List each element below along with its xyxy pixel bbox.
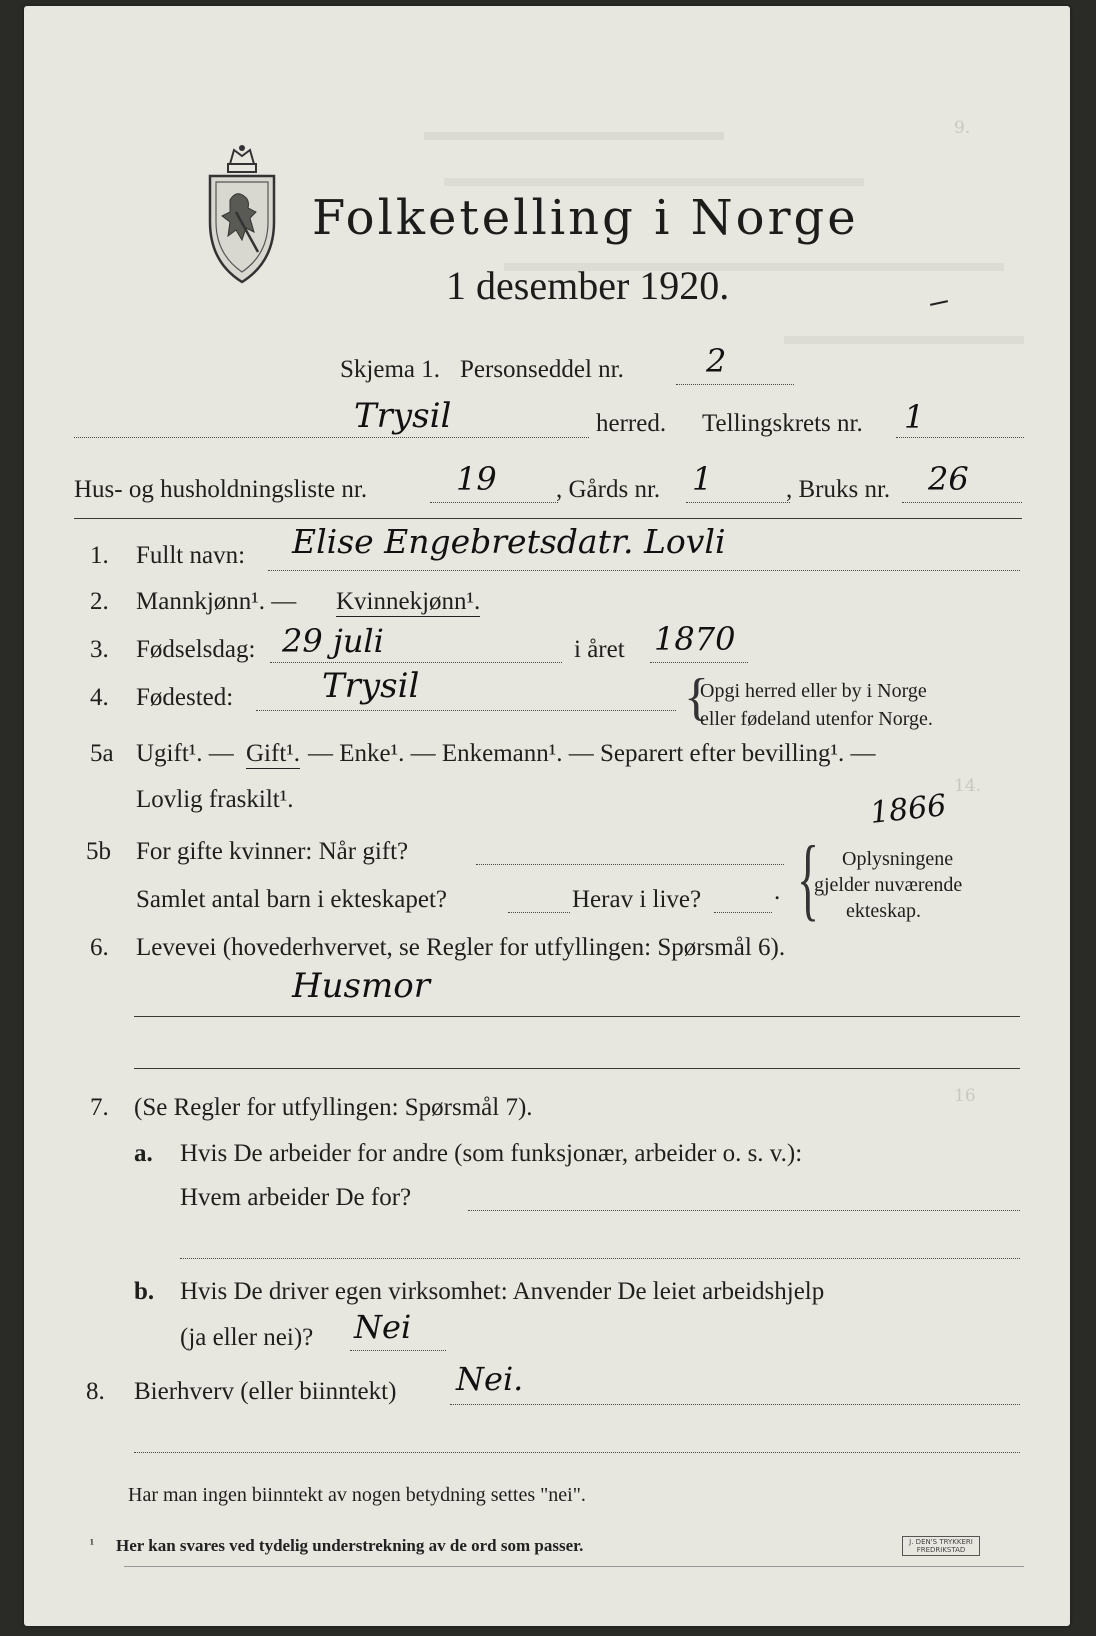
side-income-field-line-2	[134, 1452, 1020, 1453]
pen-mark	[930, 300, 948, 306]
q4-label: Fødested:	[136, 684, 234, 711]
footnote-text: Her kan svares ved tydelig understrekning av de ord som passer.	[116, 1536, 584, 1555]
birthyear-field-line	[650, 662, 748, 663]
status-other-options[interactable]: — Enke¹. — Enkemann¹. — Separert efter bevilling¹. —	[308, 740, 876, 767]
side-income-field-line	[450, 1404, 1020, 1405]
brace-left: {	[797, 827, 820, 929]
side-income-value[interactable]: Nei.	[456, 1360, 524, 1398]
status-divorced-option[interactable]: Lovlig fraskilt¹.	[136, 786, 294, 813]
printer-stamp	[902, 1536, 980, 1556]
marriage-note-2: gjelder nuværende	[814, 874, 963, 896]
husliste-value[interactable]: 19	[456, 460, 497, 498]
q2-number: 2.	[90, 588, 109, 615]
header-divider	[74, 518, 1022, 519]
stamp-line-2: FREDRIKSTAD	[916, 1546, 966, 1554]
ghost-text	[784, 324, 1024, 344]
birthplace-note-1: Opgi herred eller by i Norge	[700, 680, 927, 702]
married-when-field-line	[476, 864, 784, 865]
gender-male-option[interactable]: Mannkjønn¹. —	[136, 588, 297, 615]
children-alive-label: Herav i live?	[572, 886, 702, 913]
birthyear-label: i året	[574, 636, 625, 663]
personseddel-field-line	[676, 384, 794, 385]
q5a-number: 5a	[90, 740, 114, 767]
bruks-label: , Bruks nr.	[786, 476, 891, 503]
ghost-text: 9.	[954, 118, 971, 138]
status-unmarried-option[interactable]: Ugift¹. —	[136, 740, 234, 767]
herred-label: herred.	[596, 410, 667, 437]
bruks-value[interactable]: 26	[928, 460, 969, 498]
stamp-line-1: J. DEN'S TRYKKERI	[909, 1538, 973, 1546]
gards-label: , Gårds nr.	[556, 476, 661, 503]
occupation-value[interactable]: Husmor	[292, 966, 430, 1006]
birthplace-note-2: eller fødeland utenfor Norge.	[700, 708, 933, 730]
q6-label: Levevei (hovederhvervet, se Regler for utfyllingen: Spørsmål 6).	[136, 934, 786, 961]
bruks-field-line	[902, 502, 1022, 503]
married-year-value[interactable]: 1866	[868, 788, 948, 831]
footnote-mark: ¹	[90, 1536, 94, 1551]
coat-of-arms-icon	[202, 142, 282, 292]
q5b-number: 5b	[86, 838, 111, 865]
herred-value[interactable]: Trysil	[354, 396, 452, 436]
personseddel-label: Personseddel nr.	[460, 356, 624, 383]
children-alive-field-line	[714, 912, 772, 913]
schema-label: Skjema 1.	[340, 356, 440, 383]
husliste-label: Hus- og husholdningsliste nr.	[74, 476, 368, 503]
gards-field-line	[686, 502, 790, 503]
q7b-letter: b.	[134, 1278, 155, 1305]
brace-left: {	[684, 669, 709, 726]
gards-value[interactable]: 1	[692, 460, 713, 498]
marriage-note-1: Oplysningene	[842, 848, 954, 870]
occupation-line-2	[134, 1068, 1020, 1069]
q3-label: Fødselsdag:	[136, 636, 256, 663]
husliste-field-line	[430, 502, 558, 503]
gender-female-option[interactable]: Kvinnekjønn¹.	[336, 588, 481, 615]
q3-number: 3.	[90, 636, 109, 663]
hired-help-field-line	[350, 1350, 446, 1351]
tellingskrets-label: Tellingskrets nr.	[702, 410, 863, 437]
children-total-field-line	[508, 912, 570, 913]
q8-number: 8.	[86, 1378, 105, 1405]
hired-help-value[interactable]: Nei	[354, 1308, 412, 1346]
employer-field-line	[468, 1210, 1020, 1211]
married-when-label: For gifte kvinner: Når gift?	[136, 838, 409, 865]
full-name-value[interactable]: Elise Engebretsdatr. Lovli	[292, 522, 726, 561]
ghost-text: 16	[954, 1086, 976, 1106]
q7b-line-2: (ja eller nei)?	[180, 1324, 314, 1351]
children-total-label: Samlet antal barn i ekteskapet?	[136, 886, 447, 913]
q7-label: (Se Regler for utfyllingen: Spørsmål 7).	[134, 1094, 533, 1121]
q1-number: 1.	[90, 542, 109, 569]
employer-field-line-2	[180, 1258, 1020, 1259]
birthdate-field-line	[270, 662, 562, 663]
q1-label: Fullt navn:	[136, 542, 246, 569]
status-married-option[interactable]: Gift¹.	[246, 740, 301, 767]
birthplace-value[interactable]: Trysil	[322, 666, 420, 706]
occupation-line-1	[134, 1016, 1020, 1017]
herred-field-line	[74, 437, 589, 438]
census-form-page	[24, 6, 1070, 1626]
ghost-text: 14.	[954, 776, 982, 796]
birthplace-field-line	[256, 710, 676, 711]
q7a-letter: a.	[134, 1140, 153, 1167]
ghost-text	[444, 166, 864, 186]
q6-number: 6.	[90, 934, 109, 961]
form-title: Folketelling i Norge	[312, 190, 859, 246]
birthyear-value[interactable]: 1870	[654, 620, 736, 658]
dot-mark: .	[774, 878, 781, 905]
tellingskrets-value[interactable]: 1	[904, 398, 925, 436]
q7a-line-2: Hvem arbeider De for?	[180, 1184, 412, 1211]
footer-note: Har man ingen biinntekt av nogen betydning settes "nei".	[128, 1484, 586, 1506]
tellingskrets-field-line	[896, 437, 1024, 438]
q1-field-line	[268, 570, 1020, 571]
birthdate-value[interactable]: 29 juli	[282, 622, 384, 660]
q7b-line-1: Hvis De driver egen virksomhet: Anvender De leiet arbeidshjelp	[180, 1278, 825, 1305]
marriage-note-3: ekteskap.	[846, 900, 921, 922]
footer-divider	[124, 1566, 1024, 1567]
q4-number: 4.	[90, 684, 109, 711]
q7-number: 7.	[90, 1094, 109, 1121]
personseddel-value[interactable]: 2	[706, 342, 727, 380]
ghost-text	[424, 118, 724, 140]
form-date: 1 desember 1920.	[446, 263, 730, 308]
q7a-line-1: Hvis De arbeider for andre (som funksjonær, arbeider o. s. v.):	[180, 1140, 803, 1167]
q8-label: Bierhverv (eller biinntekt)	[134, 1378, 397, 1405]
